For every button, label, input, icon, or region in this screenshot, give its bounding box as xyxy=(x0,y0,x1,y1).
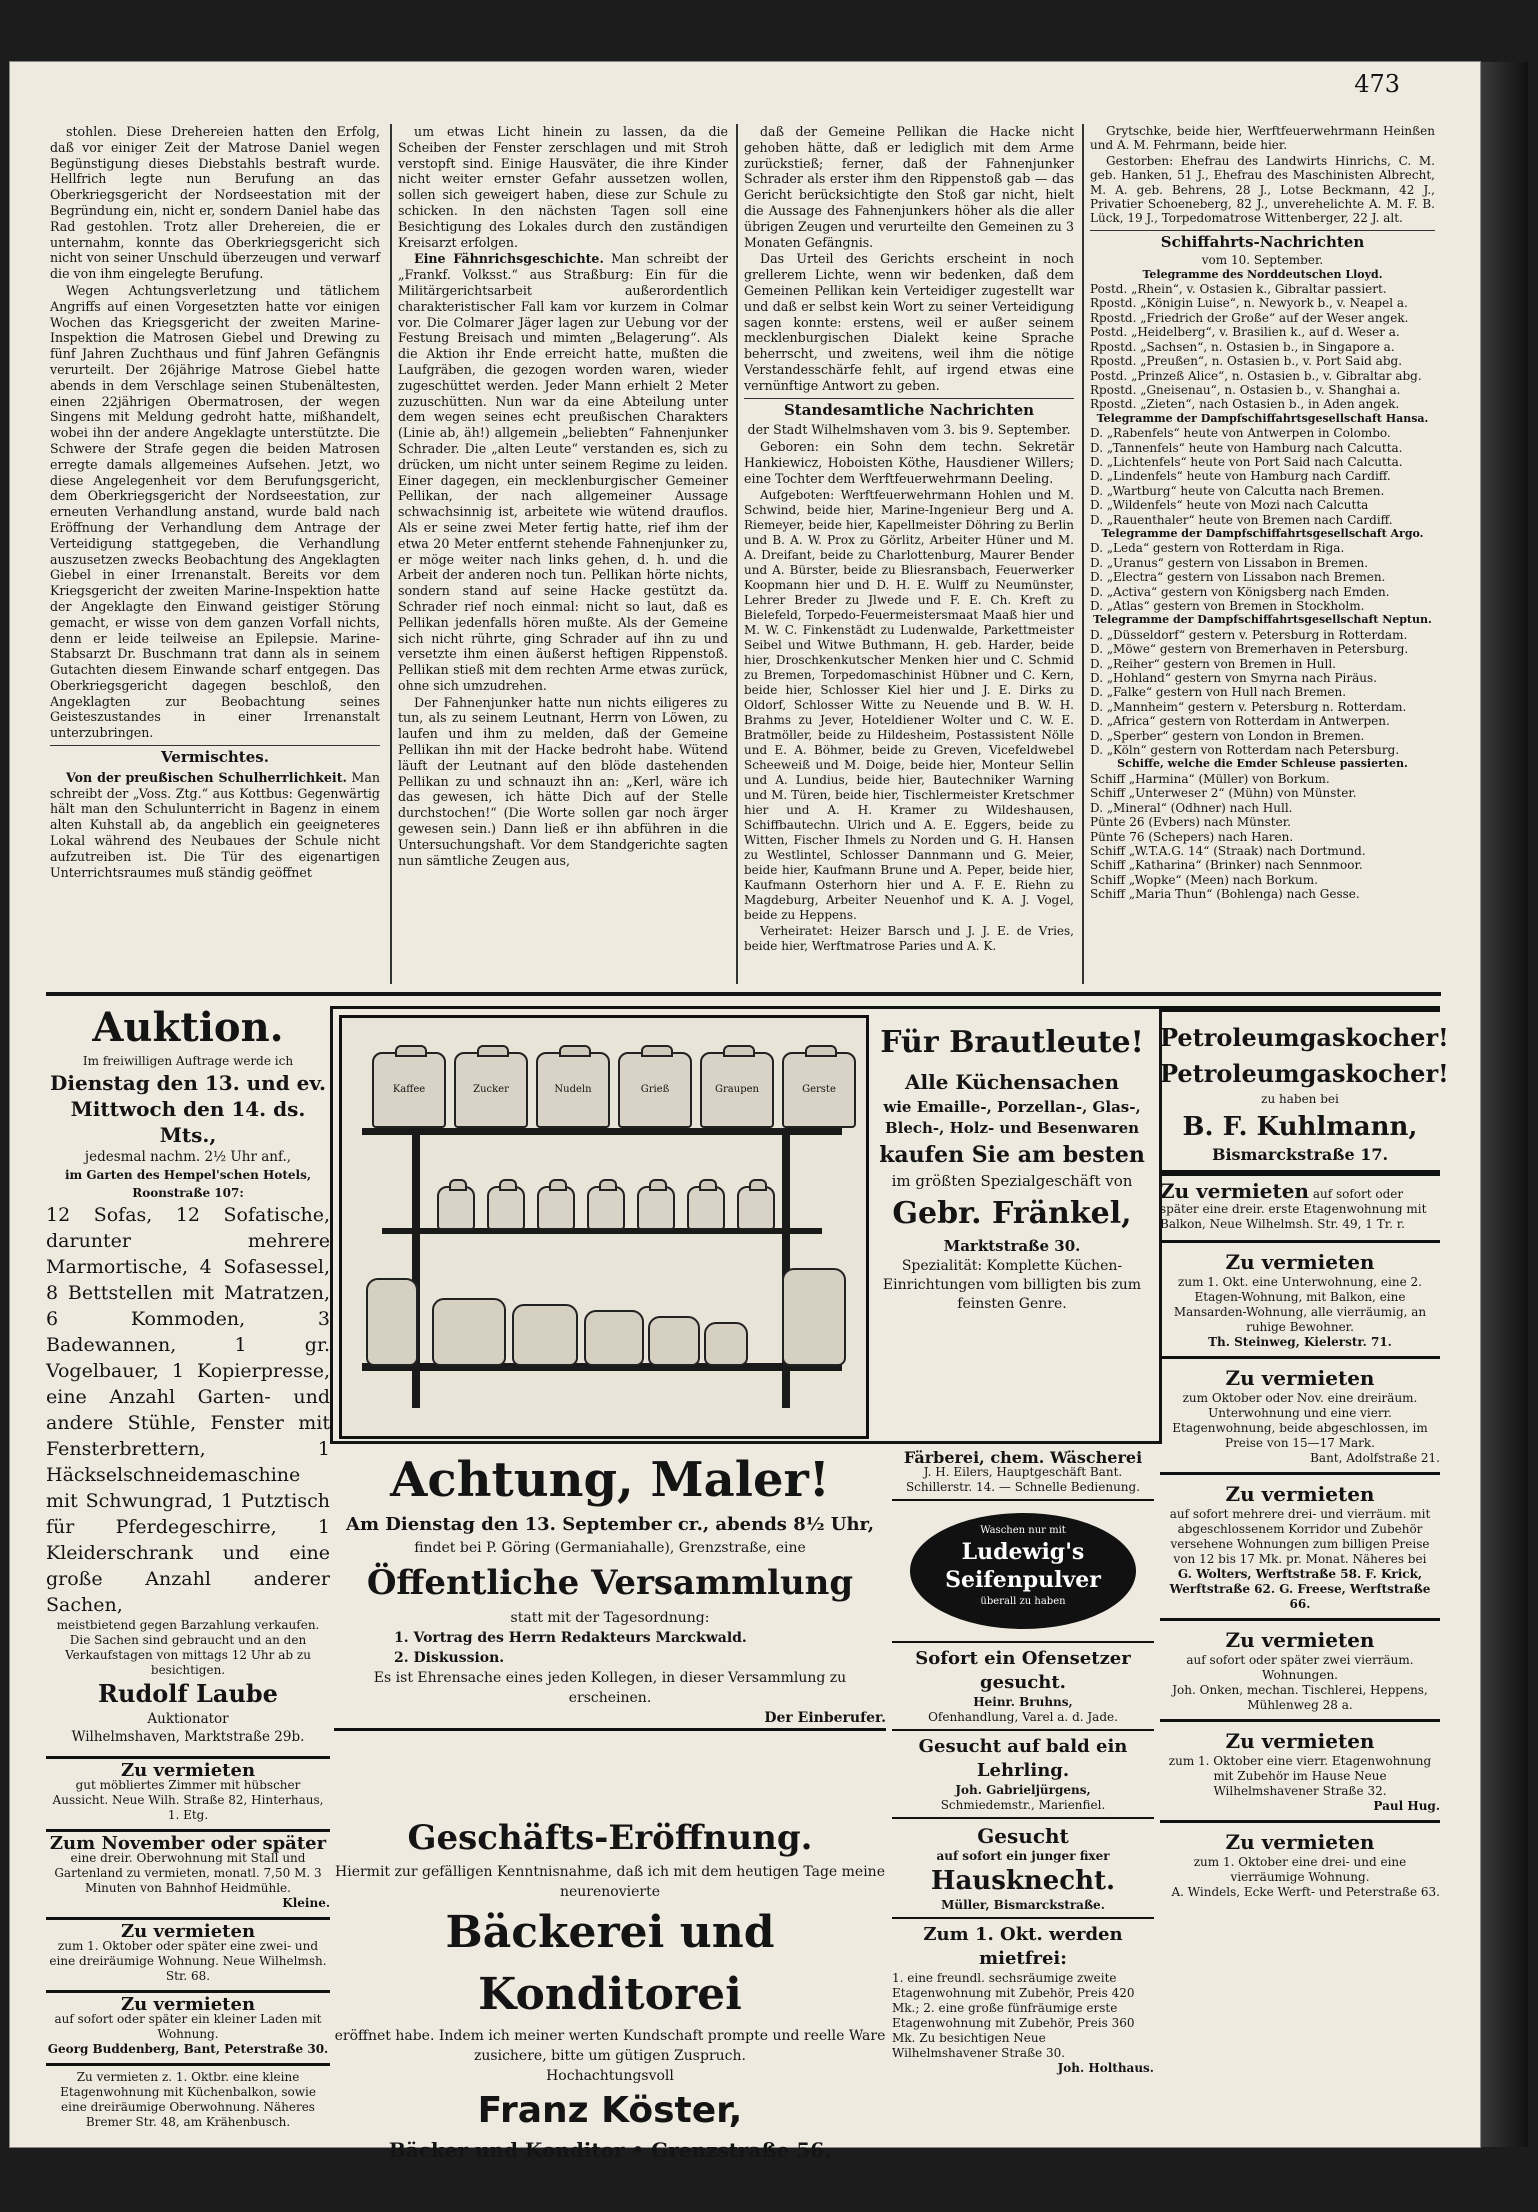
small-ad xyxy=(46,1756,330,1823)
logo-text: Waschen nur mit xyxy=(980,1525,1066,1536)
ship-list xyxy=(1090,628,1435,758)
small-ad xyxy=(1160,1475,1440,1621)
canister-icon: Graupen xyxy=(700,1052,774,1128)
shelf-post xyxy=(412,1128,420,1408)
ad-name: Müller, Bismarckstraße. xyxy=(941,1898,1105,1912)
ad-title: Gesucht auf bald ein Lehrling. xyxy=(918,1736,1128,1781)
ofensetzer-ad xyxy=(892,1641,1154,1729)
small-ad-sign: G. Wolters, Werftstraße 58. F. Krick, Werftstraße 62. G. Freese, Werftstraße 66. xyxy=(1169,1567,1431,1611)
banns: Aufgeboten: Werftfeuerwehrmann Hohlen und M. Schwind, beide hier, Marine-Ingenieur Berg und A. Riemeyer, beide hier, Kapellmeister Döhring zu Berlin und B. A. W. Prox zu Görlitz, Arbeiter Hüner und M. A. Dreifant, beide zu Charlottenburg, Maurer Bender und A. Bürster, beide zu Bliesransbach, Feuerwerker Koopmann hier und D. H. E. Wulff zu Neumünster, Lehrer Breder zu Jlwede und F. E. Ch. Kreft zu Bielefeld, Torpedo-Feuermeistersmaat Maaß hier und M. W. C. Finkenstädt zu Ludenwalde, Parkettmeister Seibel und Witwe Buthmann, H. geb. Harder, beide hier, Droschkenkutscher Menken hier und C. Schmid zu Bremen, Torpedomaschinist Hübner und C. Kern, beide hier, Schlosser Kiel hier und J. E. Dirks zu Oldorf, Schlosser Witte zu Neuende und B. W. H. Brahms zu Jever, Hoteldiener Wolter und C. W. E. Bratmöller, beide zu Hildesheim, Postassistent Nölle und E. A. Böhmer, beide zu Greven, Vicefeldwebel Scheeweiß und M. Doige, beide hier, Monteur Sellin und A. Lundius, beide hier, Bautechniker Warning und M. Türen, beide hier, Tischlermeister Kretschmer hier und A. H. Kramer zu Wildeshausen, Schiffbautechn. Ulrich und A. E. Eggers, beide zu Witten, Fischer Ihmels zu Norden und G. H. Hansen zu Westlintel, Schlosser Dannmann und G. Meier, beide hier, Kaufmann Brune und A. Peper, beide hier, Kaufmann Osterhorn hier und A. F. E. Riehn zu Magdeburg, Arbeiter Neuenhof und K. A. J. Vogel, beide zu Heppens. xyxy=(744,487,1074,922)
agenda-item: 1. Vortrag des Herrn Redakteurs Marckwald. xyxy=(394,1630,747,1646)
small-ad xyxy=(1160,1243,1440,1359)
ship-entry: D. „Mineral“ (Odhner) nach Hull. xyxy=(1090,800,1293,815)
ad-items: 12 Sofas, 12 Sofatische, darunter mehrere Marmortische, 4 Sofasessel, 8 Bettstellen mit Matratzen, 6 Kommoden, 3 Badewannen, 1 gr. Vogelbauer, 1 Kopierpresse, eine Anzahl Garten- und andere Stühle, Fenster mit Fensterbrettern, 1 Häckselschneidemaschine mit Schwungrad, 1 Putztisch für Pferdegeschirre, 1 Kleiderschrank und eine große Anzahl anderer Sachen, xyxy=(46,1204,330,1616)
small-ad-text: zum Oktober oder Nov. eine dreiräum. Unterwohnung und eine vierr. Etagenwohnung, beide abgeschlossen, im Preise von 15—17 Mark. xyxy=(1172,1391,1428,1450)
small-ad xyxy=(46,2063,330,2130)
measuring-jug-icon xyxy=(512,1304,578,1366)
ship-entry: D. „Leda“ gestern von Rotterdam in Riga. xyxy=(1090,541,1345,556)
ad-text: Es ist Ehrensache eines jeden Kollegen, in dieser Versammlung zu erscheinen. xyxy=(373,1670,847,1706)
ship-entry: D. „Lichtenfels“ heute von Port Said nach Calcutta. xyxy=(1090,454,1403,469)
ad-title: Petroleumgaskocher! xyxy=(1160,1059,1449,1088)
ship-entry: D. „Mannheim“ gestern v. Petersburg n. Rotterdam. xyxy=(1090,699,1407,714)
measuring-jug-icon xyxy=(648,1316,700,1366)
small-ad-text: zum 1. Oktober eine vierr. Etagenwohnung mit Zubehör im Hause Neue Wilhelmshavener Straße 32. xyxy=(1168,1754,1432,1798)
ship-entry: Schiff „Wopke“ (Meen) nach Borkum. xyxy=(1090,872,1318,887)
eroeffnung-ad xyxy=(334,1814,886,2164)
oktober-ad xyxy=(892,1917,1154,2080)
book-spine-edge xyxy=(1480,62,1528,2147)
ship-entry: D. „Africa“ gestern von Rotterdam in Antwerpen. xyxy=(1090,714,1390,729)
ship-entry: D. „Falke“ gestern von Hull nach Bremen. xyxy=(1090,685,1347,700)
small-ad xyxy=(1160,1722,1440,1823)
small-canister-icon xyxy=(687,1186,725,1230)
article-text: Man schreibt der „Frankf. Volksst.“ aus Straßburg: Ein für die Militärgerichtsarbeit außerordentlich charakteristischer Fall kam vor kurzem in Colmar vor. Die Colmarer Jäger lagen zur Uebung vor der Festung Breisach und mimten „Belagerung“. Als die Aktion ihr Ende erreicht hatte, mußten die Laufgräben, die gezogen worden waren, wieder zugeschüttet werden. Jeder Mann erhielt 2 Meter zuzuschütten. Nun war da eine Abteilung unter dem wegen seines echt preußischen Charakters (Linie ab, äh!) allgemein „beliebten“ Fahnenjunker Schrader. Die „alten Leute“ verstanden es, sich zu drücken, um nicht unter seinem Regime zu leiden. Einer dagegen, ein mecklenburgischer Gemeiner Pellikan, der nach allgemeiner Aussage schwachsinnig ist, arbeitete wie wütend drauflos. Als er seine zwei Meter fertig hatte, rief ihm der etwa 20 Meter entfernt stehende Fahnenjunker zu, er möge weiter nach links gehen, d. h. und die Arbeit der anderen noch tun. Pellikan hörte nichts, sondern stand auf seine Hacke gestützt da. Schrader rief noch einmal: nicht so laut, daß es Pellikan jedenfalls hören mußte. Als der Gemeine sich nicht rührte, ging Schrader auf ihn zu und versetzte ihm einen äußerst heftigen Rippenstoß. Pellikan stieß mit dem rechten Arme etwas zurück, ohne sich umzudrehen. xyxy=(398,251,728,693)
page-number: 473 xyxy=(1354,70,1400,98)
ship-entry: Postd. „Heidelberg“, v. Brasilien k., auf d. Weser a. xyxy=(1090,325,1400,340)
article-text: Das Urteil des Gerichts erscheint in noch grellerem Lichte, wenn wir bedenken, daß dem Gemeinen Pellikan kein Verteidiger zugestellt war und daß er selbst kein Wort zu seiner Verteidigung sagen konnte: erstens, weil er außer seinem mecklenburgischen Dialekt keine Sprache beherrscht, und zweitens, weil ihm die nötige Verstandesschärfe fehlt, auf irgend etwas eine vernünftige Antwort zu geben. xyxy=(744,251,1074,393)
ship-entry: Schiff „Maria Thun“ (Bohlenga) nach Gesse. xyxy=(1090,887,1360,902)
small-ad-text: auf sofort oder später zwei vierräum. Wohnungen. xyxy=(1186,1653,1414,1682)
small-ad xyxy=(1160,1621,1440,1722)
ad-text: Im freiwilligen Auftrage werde ich xyxy=(82,1054,294,1068)
column-2 xyxy=(398,124,728,869)
subsection-title: Telegramme der Dampfschiffahrtsgesellschaft Neptun. xyxy=(1093,613,1432,627)
small-ad-sign: Kleine. xyxy=(282,1896,330,1910)
canister-icon: Grieß xyxy=(618,1052,692,1128)
marriages: Verheiratet: Heizer Barsch und J. J. E. de Vries, beide hier, Werftmatrose Paries und A. K. xyxy=(744,923,1074,953)
ship-list xyxy=(1090,541,1435,613)
canister-icon: Kaffee xyxy=(372,1052,446,1128)
ship-entry: Schiff „Harmina“ (Müller) von Borkum. xyxy=(1090,771,1330,786)
ship-list xyxy=(1090,282,1435,412)
subsection-title: Telegramme des Norddeutschen Lloyd. xyxy=(1142,267,1383,281)
ad-text: eröffnet habe. Indem ich meiner werten Kundschaft prompte und reelle Ware zusichere, bitte um gütigen Zuspruch. xyxy=(334,2028,886,2064)
ad-text: J. H. Eilers, Hauptgeschäft Bant. Schillerstr. 14. — Schnelle Bedienung. xyxy=(905,1465,1141,1494)
section-title: Schiffahrts-Nachrichten xyxy=(1090,230,1435,249)
brautleute-text xyxy=(873,1019,1151,1314)
small-ad-title: Zu vermieten xyxy=(1225,1366,1375,1390)
small-ad-title: Zu vermieten xyxy=(1225,1628,1375,1652)
canister-icon: Gerste xyxy=(782,1052,856,1128)
ship-entry: Postd. „Prinzeß Alice“, n. Ostasien b., v. Gibraltar abg. xyxy=(1090,368,1422,383)
small-canister-icon xyxy=(487,1186,525,1230)
small-ad-text: zum 1. Oktober oder später eine zwei- und eine dreiräumige Wohnung. Neue Wilhelmsh. Str. 68. xyxy=(49,1939,327,1983)
ship-entry: D. „Hohland“ gestern von Smyrna nach Piräus. xyxy=(1090,671,1377,686)
ship-entry: D. „Electra“ gestern von Lissabon nach Bremen. xyxy=(1090,570,1386,585)
ship-entry: Rpostd. „Friedrich der Große“ auf der Weser angek. xyxy=(1090,310,1409,325)
canister-icon: Nudeln xyxy=(536,1052,610,1128)
ad-text: Auktionator xyxy=(147,1711,229,1727)
ad-name: Heinr. Bruhns, xyxy=(973,1695,1073,1709)
ship-entry: D. „Uranus“ gestern von Lissabon in Bremen. xyxy=(1090,555,1369,570)
ad-headline: Hausknecht. xyxy=(930,1866,1116,1896)
ad-firm: Gebr. Fränkel, xyxy=(892,1196,1132,1231)
ad-signer: Der Einberufer. xyxy=(764,1710,886,1726)
ad-title: Auktion. xyxy=(92,1004,284,1051)
article-text: Der Fahnenjunker hatte nun nichts eiligeres zu tun, als zu seinem Leutnant, Herrn von Löwen, zu laufen und ihm zu melden, daß der Gemeine Pellikan ihn mit der Hacke bedroht habe. Wütend läuft der Leutnant auf den blöde dastehenden Pellikan zu und schnauzt ihn an: „Kerl, wäre ich das gewesen, ich hätte Dich auf der Stelle durchstochen!“ (Die Worte sollen gar noch ärger gewesen sein.) Dann ließ er ihn abführen in die Untersuchungshaft. Vor dem Standgerichte sagten nun sämtliche Zeugen aus, xyxy=(398,694,728,868)
ship-entry: Schiff „W.T.A.G. 14“ (Straak) nach Dortmund. xyxy=(1090,843,1366,858)
ad-name: Joh. Gabrieljürgens, xyxy=(955,1783,1091,1797)
ad-text: Am Dienstag den 13. September cr., abends 8½ Uhr, xyxy=(346,1514,874,1535)
ad-headline: Alle Küchensachen xyxy=(904,1070,1120,1094)
subsection-title: Telegramme der Dampfschiffahrtsgesellschaft Hansa. xyxy=(1096,411,1429,425)
small-ad xyxy=(1160,1176,1440,1243)
maler-ad xyxy=(334,1448,886,1731)
ad-name: Joh. Holthaus. xyxy=(1057,2061,1154,2075)
section-title: Standesamtliche Nachrichten xyxy=(744,398,1074,419)
ship-list xyxy=(1090,426,1435,527)
small-ad-sign: A. Windels, Ecke Werft- und Peterstraße 63. xyxy=(1171,1885,1440,1899)
faerberei-ad xyxy=(892,1450,1154,1501)
ship-entry: D. „Köln“ gestern von Rotterdam nach Petersburg. xyxy=(1090,743,1400,758)
ad-column-right xyxy=(1160,1006,1449,1906)
ship-entry: Rpostd. „Gneisenau“, n. Ostasien b., v. Shanghai a. xyxy=(1090,382,1401,397)
canister-icon: Zucker xyxy=(454,1052,528,1128)
ship-entry: Rpostd. „Zieten“, nach Ostasien b., in Aden angek. xyxy=(1090,397,1400,412)
small-canister-icon xyxy=(587,1186,625,1230)
ad-headline: kaufen Sie am besten xyxy=(879,1142,1145,1168)
ad-text: auf sofort ein junger fixer xyxy=(936,1849,1110,1863)
soap-logo xyxy=(910,1513,1136,1629)
ad-title: Achtung, Maler! xyxy=(390,1452,830,1508)
small-ad xyxy=(46,1917,330,1984)
ad-headline: Öffentliche Versammlung xyxy=(366,1563,854,1603)
article-text: um etwas Licht hinein zu lassen, da die Scheiben der Fenster zerschlagen und mit Stroh verstopft sind. Einige Hausväter, die ihre Kinder nicht weiter ernster Gefahr aussetzen wollen, sollen sich geweigert haben, diese zur Schule zu schicken. In den nächsten Tagen soll eine Besichtigung des Lokales durch den zuständigen Kreisarzt erfolgen. xyxy=(398,124,728,250)
article-text: Man schreibt der „Voss. Ztg.“ aus Kottbus: Gegenwärtig hält man den Schulunterricht in Bagenz in einem alten Kuhstall ab, da angeblich ein geeigneteres Lokal während des Neubaues der Schule nicht aufzutreiben ist. Die Tür des eigenartigen Unterrichtsraumes muß ständig geöffnet xyxy=(50,769,380,880)
article-subtitle: Von der preußischen Schulherrlichkeit. xyxy=(66,769,347,785)
ad-title: Petroleumgaskocher! xyxy=(1160,1023,1449,1052)
ad-column-left xyxy=(46,1004,330,2130)
section-date: vom 10. September. xyxy=(1201,253,1324,268)
measuring-jug-icon xyxy=(584,1310,644,1366)
measuring-jug-icon xyxy=(704,1322,748,1366)
small-ad-sign: Th. Steinweg, Kielerstr. 71. xyxy=(1208,1335,1392,1349)
small-ad xyxy=(46,1829,330,1911)
small-ad-title: Zu vermieten xyxy=(120,1994,256,2015)
small-ad-text: zum 1. Okt. eine Unterwohnung, eine 2. Etagen-Wohnung, mit Balkon, eine Mansarden-Wohnung, alle vierräumig, an ruhige Bewohner. xyxy=(1173,1275,1427,1334)
ship-entry: D. „Lindenfels“ heute von Hamburg nach Cardiff. xyxy=(1090,469,1391,484)
small-ad-title: Zu vermieten xyxy=(1225,1250,1375,1274)
ad-text: Wilhelmshaven, Marktstraße 29b. xyxy=(71,1729,305,1745)
column-4 xyxy=(1090,124,1435,902)
births: Geboren: ein Sohn dem techn. Sekretär Hankiewicz, Hoboisten Köthe, Hausdiener Willers; eine Tochter dem Werftfeuerwehrmann Deeling. xyxy=(744,439,1074,486)
small-canister-icon xyxy=(737,1186,775,1230)
small-ad-sign: Georg Buddenberg, Bant, Peterstraße 30. xyxy=(47,2042,329,2056)
lehrling-ad xyxy=(892,1729,1154,1817)
ship-entry: D. „Atlas“ gestern von Bremen in Stockholm. xyxy=(1090,599,1365,613)
marriages-cont: Grytschke, beide hier, Werftfeuerwehrmann Heinßen und A. M. Fehrmann, beide hier. xyxy=(1090,124,1435,153)
ship-entry: Rpostd. „Königin Luise“, n. Newyork b., v. Neapel a. xyxy=(1090,296,1408,311)
small-ad-title: Zu vermieten xyxy=(1160,1179,1309,1203)
petroleum-ad xyxy=(1160,1006,1449,1176)
ad-text: meistbietend gegen Barzahlung verkaufen. Die Sachen sind gebraucht und an den Verkaufstagen von mittags 12 Uhr ab zu besichtigen. xyxy=(56,1618,320,1677)
small-ad-text: zum 1. Oktober eine drei- und eine vierräumige Wohnung. xyxy=(1193,1855,1407,1884)
hausknecht-ad xyxy=(892,1817,1154,1917)
ship-entry: Rpostd. „Sachsen“, n. Ostasien b., in Singapore a. xyxy=(1090,339,1395,354)
ad-title: Färberei, chem. Wäscherei xyxy=(903,1448,1143,1467)
ad-text: Spezialität: Komplette Küchen-Einrichtungen vom billigten bis zum feinsten Genre. xyxy=(882,1258,1142,1312)
ad-title: Geschäfts-Eröffnung. xyxy=(407,1818,813,1858)
ad-title: Gesucht xyxy=(977,1824,1069,1848)
ad-text: Hiermit zur gefälligen Kenntnisnahme, daß ich mit dem heutigen Tage meine neurenovierte xyxy=(335,1864,885,1900)
ad-headline: Bäckerei und Konditorei xyxy=(445,1907,775,2020)
ad-text: jedesmal nachm. 2½ Uhr anf., xyxy=(84,1149,292,1165)
small-canister-icon xyxy=(537,1186,575,1230)
small-canister-icon xyxy=(437,1186,475,1230)
article-subtitle: Eine Fähnrichsgeschichte. xyxy=(414,251,604,267)
ad-text: Marktstraße 30. xyxy=(943,1237,1081,1255)
small-ad xyxy=(1160,1823,1440,1906)
column-rule xyxy=(390,124,392,984)
small-ad-text: auf sofort oder später eine dreir. erste Etagenwohnung mit Balkon, Neue Wilhelmsh. Str. 49, 1 Tr. r. xyxy=(1160,1187,1427,1231)
small-ad-text: eine dreir. Oberwohnung mit Stall und Gartenland zu vermieten, monatl. 7,50 M. 3 Minuten von Bahnhof Heidmühle. xyxy=(54,1851,322,1895)
ad-text: zu haben bei xyxy=(1261,1092,1339,1106)
column-rule xyxy=(1082,124,1084,984)
ship-entry: D. „Rauenthaler“ heute von Bremen nach Cardiff. xyxy=(1090,512,1393,527)
small-ad-text: auf sofort mehrere drei- und vierräum. mit abgeschlossenem Korridor und Zubehör versehene Wohnungen zum billigen Preise von 12 bis 17 Mk. pr. Monat. Näheres bei xyxy=(1169,1507,1431,1566)
deaths: Gestorben: Ehefrau des Landwirts Hinrichs, C. M. geb. Hanken, 51 J., Ehefrau des Maschinisten Albrecht, M. A. geb. Behrens, 28 J., Lotse Beckmann, 42 J., Privatier Schoeneberg, 82 J., unverehelichte A. M. F. B. Lück, 19 J., Torpedomatrose Wittenberger, 22 J. alt. xyxy=(1090,153,1435,226)
brautleute-ad xyxy=(330,1006,1162,1444)
jug-icon xyxy=(366,1278,418,1366)
ad-text: findet bei P. Göring (Germaniahalle), Grenzstraße, eine xyxy=(414,1540,806,1556)
ad-text: im Garten des Hempel'schen Hotels, Roonstraße 107: xyxy=(64,1168,312,1200)
ad-footer: Bäcker und Konditor • Grenzstraße 56. xyxy=(388,2138,832,2162)
column-3 xyxy=(744,124,1074,955)
ad-name: Franz Köster, xyxy=(477,2090,743,2131)
ad-section-rule xyxy=(46,992,1441,996)
small-ad-text: auf sofort oder später ein kleiner Laden mit Wohnung. xyxy=(54,2012,322,2041)
ship-entry: Pünte 76 (Schepers) nach Haren. xyxy=(1090,829,1294,844)
ship-entry: D. „Möwe“ gestern von Bremerhaven in Petersburg. xyxy=(1090,642,1409,657)
ship-entry: Schiff „Unterweser 2“ (Mühn) von Münster. xyxy=(1090,786,1357,801)
ship-entry: D. „Düsseldorf“ gestern v. Petersburg in Rotterdam. xyxy=(1090,627,1408,642)
small-ad-text: gut möbliertes Zimmer mit hübscher Aussicht. Neue Wilh. Straße 82, Hinterhaus, 1. Etg. xyxy=(52,1778,324,1822)
ship-entry: D. „Wartburg“ heute von Calcutta nach Bremen. xyxy=(1090,483,1385,498)
article-text: Wegen Achtungsverletzung und tätlichem Angriffs auf einen Vorgesetzten hatte vor einigen Wochen das Kriegsgericht der zweiten Marine-Inspektion die Matrosen Giebel und Drewing zu fünf Jahren Zuchthaus und fünf Jahren Gefängnis verurteilt. Der 26jährige Matrose Giebel hatte abends in dem Verschlage seinen Stubenältesten, einen 22jährigen Obermatrosen, der wegen Singens mit Meldung gedroht hatte, mißhandelt, wobei ihn der andere Angeklagte unterstützte. Die Schwere der Strafe gegen die beiden Matrosen erregte damals allgemeines Aufsehen. Jetzt, wo diese Angelegenheit vor dem Berufungsgericht, dem Oberkriegsgericht der Nordseestation, zur erneuten Verhandlung anstand, wurde bald nach Eröffnung der Verhandlung dem Antrage der Verteidigung stattgegeben, die Verhandlung auszusetzen zwecks Beobachtung des Angeklagten Giebel in einer Irrenanstalt. Bereits vor dem Kriegsgericht der zweiten Marine-Inspektion hatte der Angeklagte den Einwand geistiger Störung gemacht, er wisse von dem ganzen Vorfall nichts, denn er leide teilweise an Epilepsie. Marine-Stabsarzt Dr. Buschmann trat dann als in seinem Gutachten diesem Einwande scharf entgegen. Das Oberkriegsgericht dagegen beschloß, den Angeklagten zur Beobachtung seines Geisteszustandes in einer Irrenanstalt unterzubringen. xyxy=(50,282,380,741)
ship-entry: D. „Tannenfels“ heute von Hamburg nach Calcutta. xyxy=(1090,440,1403,455)
small-ad-title: Zu vermieten xyxy=(120,1921,256,1942)
small-ad-sign: Joh. Onken, mechan. Tischlerei, Heppens, Mühlenweg 28 a. xyxy=(1172,1683,1428,1712)
ship-entry: Schiff „Katharina“ (Brinker) nach Sennmoor. xyxy=(1090,858,1363,873)
section-title: Vermischtes. xyxy=(50,745,380,766)
agenda-item: 2. Diskussion. xyxy=(394,1650,505,1666)
ad-text: statt mit der Tagesordnung: xyxy=(510,1610,710,1626)
ship-entry: D. „Activa“ gestern von Königsberg nach Emden. xyxy=(1090,584,1390,599)
ship-entry: Rpostd. „Preußen“, n. Ostasien b., v. Port Said abg. xyxy=(1090,354,1403,369)
small-ad xyxy=(1160,1359,1440,1475)
ad-text: 1. eine freundl. sechsräumige zweite Etagenwohnung mit Zubehör, Preis 420 Mk.; 2. eine große fünfräumige erste Etagenwohnung mit Zubehör, Preis 360 Mk. Zu besichtigen Neue Wilhelmshavener Straße 30. xyxy=(892,1971,1135,2060)
article-text: daß der Gemeine Pellikan die Hacke nicht gehoben hätte, daß er lediglich mit dem Arme zurückstieß; ferner, daß der Fahnenjunker Schrader als erster ihm den Rippenstoß gab — das Gericht berücksichtigte den Stoß gar nicht, hielt die Aussage des Fahnenjunkers höher als die aller übrigen Zeugen und verurteilte den Gemeinen zu 3 Monaten Gefängnis. xyxy=(744,124,1074,250)
shelf xyxy=(362,1128,842,1135)
column-1 xyxy=(50,124,380,881)
ad-headline: Dienstag den 13. und ev. Mittwoch den 14. ds. Mts., xyxy=(50,1071,326,1147)
ad-name: Rudolf Laube xyxy=(98,1679,278,1708)
small-ad-title: Zu vermieten xyxy=(120,1760,256,1781)
ship-entry: Postd. „Rhein“, v. Ostasien k., Gibraltar passiert. xyxy=(1090,282,1387,297)
ad-text: Bismarckstraße 17. xyxy=(1211,1145,1389,1164)
small-ad-title: Zu vermieten xyxy=(1225,1482,1375,1506)
ad-column-middle xyxy=(892,1450,1154,2080)
small-ad-sign: Bant, Adolfstraße 21. xyxy=(1310,1451,1440,1465)
kitchen-illustration xyxy=(339,1015,869,1439)
ad-title: Zum 1. Okt. werden mietfrei: xyxy=(923,1924,1123,1969)
jug-icon xyxy=(782,1268,846,1366)
section-intro: der Stadt Wilhelmshaven vom 3. bis 9. September. xyxy=(747,422,1071,438)
ad-text: Hochachtungsvoll xyxy=(546,2068,674,2084)
ship-entry: D. „Rabenfels“ heute von Antwerpen in Colombo. xyxy=(1090,426,1391,441)
ad-text: im größten Spezialgeschäft von xyxy=(891,1172,1133,1190)
newspaper-page xyxy=(10,62,1480,2162)
ad-text: Schmiedemstr., Marienfiel. xyxy=(940,1798,1106,1812)
small-canister-icon xyxy=(637,1186,675,1230)
ludwig-ad xyxy=(892,1501,1154,1641)
small-ad-sign: Paul Hug. xyxy=(1373,1799,1440,1813)
small-ad-title: Zum November oder später xyxy=(49,1833,327,1854)
small-ad-title: Zu vermieten xyxy=(1225,1830,1375,1854)
logo-text: überall zu haben xyxy=(980,1596,1066,1607)
ad-name: B. F. Kuhlmann, xyxy=(1182,1112,1418,1142)
subsection-title: Telegramme der Dampfschiffahrtsgesellschaft Argo. xyxy=(1101,526,1424,540)
ad-title: Für Brautleute! xyxy=(880,1025,1144,1060)
ad-title: Sofort ein Ofensetzer gesucht. xyxy=(915,1648,1131,1693)
ship-list xyxy=(1090,772,1435,902)
logo-brand: Ludewig's Seifenpulver xyxy=(945,1539,1101,1593)
subsection-title: Schiffe, welche die Emder Schleuse passierten. xyxy=(1117,757,1408,771)
ad-text: Ofenhandlung, Varel a. d. Jade. xyxy=(928,1710,1118,1724)
article-text: stohlen. Diese Drehereien hatten den Erfolg, daß vor einiger Zeit der Matrose Daniel wegen Begünstigung dieses Diebstahls bestraft wurde. Hellfrich legte nun Berufung an das Oberkriegsgericht der Nordseestation mit der Begründung ein, nicht er, sondern Daniel habe das Rad gestohlen. Trotz aller Drehereien, die er unternahm, konnte das Oberkriegsgericht sich nicht von seiner Unschuld überzeugen und verwarf die von ihm eingelegte Berufung. xyxy=(50,124,380,282)
ad-text: wie Emaille-, Porzellan-, Glas-, Blech-, Holz- und Besenwaren xyxy=(883,1098,1141,1137)
ship-entry: D. „Reiher“ gestern von Bremen in Hull. xyxy=(1090,656,1336,671)
ship-entry: Pünte 26 (Evbers) nach Münster. xyxy=(1090,815,1291,830)
small-ad-title: Zu vermieten xyxy=(1225,1729,1375,1753)
agenda-list xyxy=(334,1628,886,1668)
small-ad-text: Zu vermieten z. 1. Oktbr. eine kleine Etagenwohnung mit Küchenbalkon, sowie eine dreiräumige Oberwohnung. Näheres Bremer Str. 48, am Krähenbusch. xyxy=(60,2070,316,2129)
small-ad xyxy=(46,1990,330,2057)
measuring-jug-icon xyxy=(432,1298,506,1366)
ship-entry: D. „Wildenfels“ heute von Mozi nach Calcutta xyxy=(1090,498,1369,513)
ship-entry: D. „Sperber“ gestern von London in Bremen. xyxy=(1090,728,1365,743)
column-rule xyxy=(736,124,738,984)
